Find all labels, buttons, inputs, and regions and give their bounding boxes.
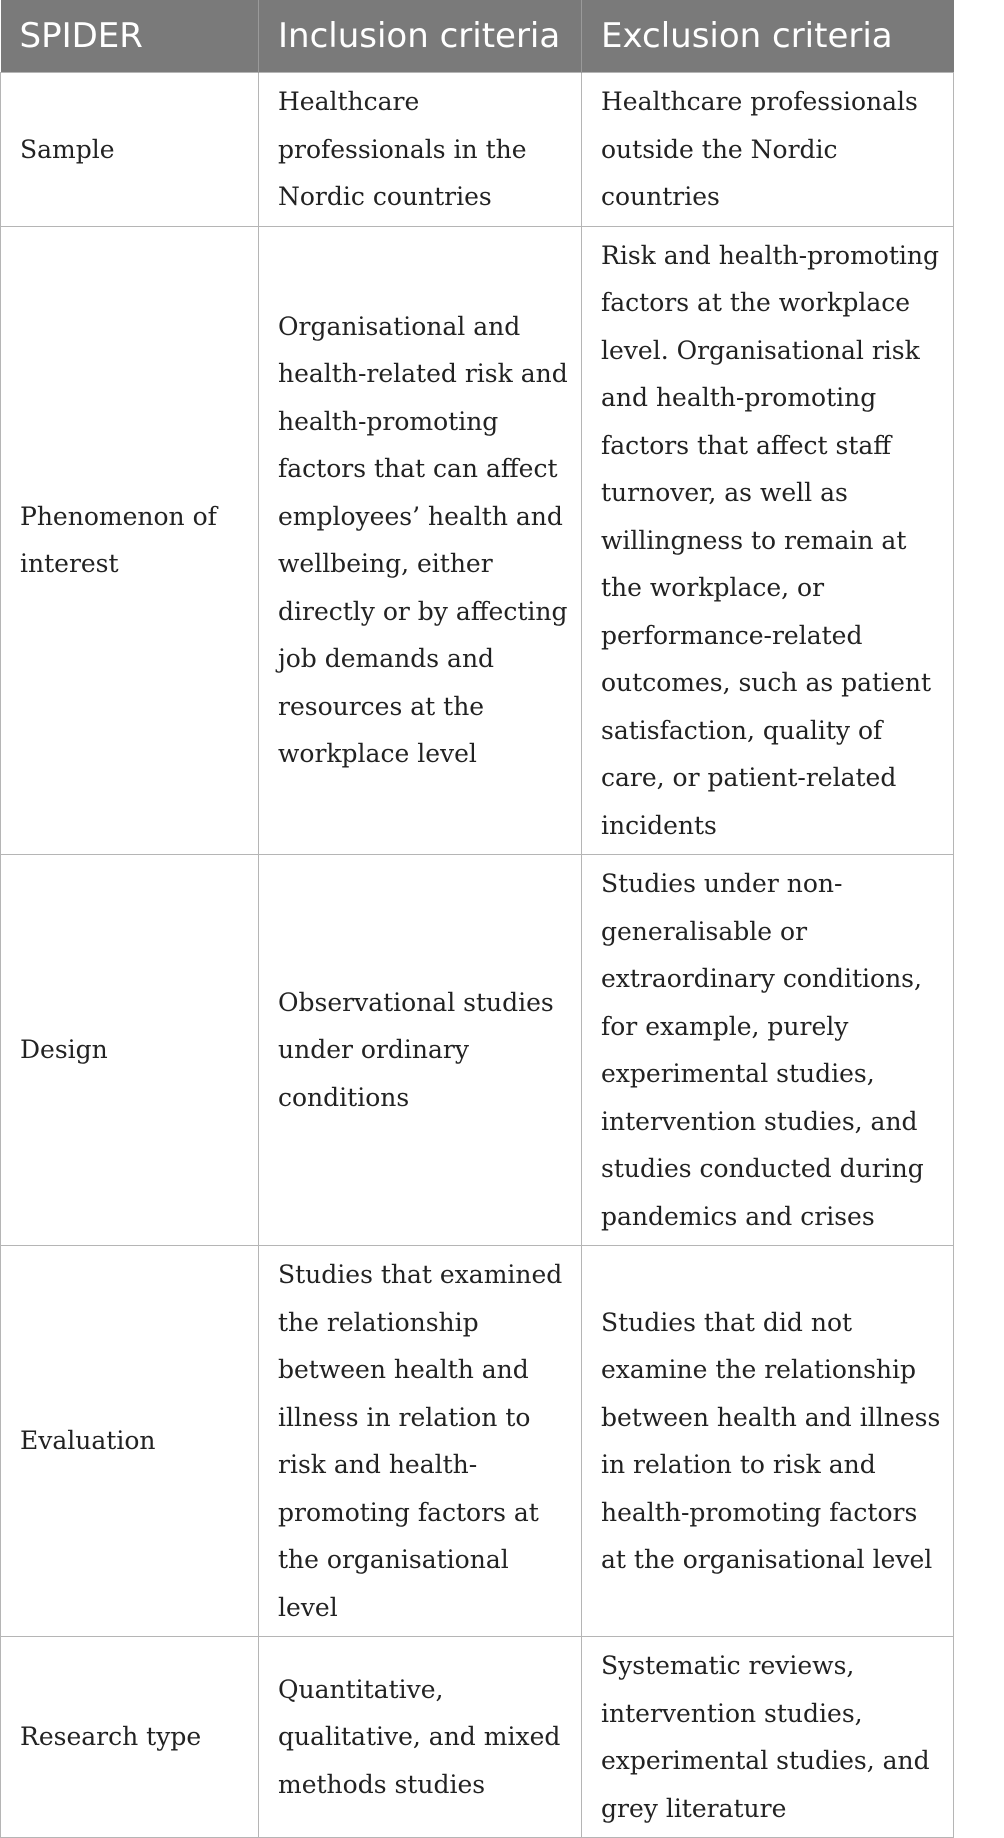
header-exclusion-criteria: Exclusion criteria <box>582 0 954 73</box>
exclusion-cell: Studies that did not examine the relationship between health and illness in relation to risk and health-promoting factors at the organisational level <box>582 1246 954 1637</box>
table-row-evaluation <box>1 1246 954 1637</box>
exclusion-cell: Risk and health-promoting factors at the workplace level. Organisational risk and health-promoting factors that affect staff turnover, as well as willingness to remain at the workplace, or performance-related outcomes, such as patient satisfaction, quality of care, or patient-related incidents <box>582 226 954 855</box>
row-label: Evaluation <box>1 1246 259 1637</box>
row-label: Sample <box>1 73 259 227</box>
inclusion-cell: Quantitative, qualitative, and mixed methods studies <box>259 1637 582 1838</box>
header-spider: SPIDER <box>1 0 259 73</box>
row-label: Phenomenon of interest <box>1 226 259 855</box>
inclusion-cell: Studies that examined the relationship between health and illness in relation to risk and health-promoting factors at the organisational level <box>259 1246 582 1637</box>
header-row <box>1 0 954 73</box>
exclusion-cell: Studies under non-generalisable or extraordinary conditions, for example, purely experimental studies, intervention studies, and studies conducted during pandemics and crises <box>582 855 954 1246</box>
row-label: Design <box>1 855 259 1246</box>
table-row-design <box>1 855 954 1246</box>
inclusion-cell: Observational studies under ordinary conditions <box>259 855 582 1246</box>
table-row-sample <box>1 73 954 227</box>
inclusion-cell: Healthcare professionals in the Nordic countries <box>259 73 582 227</box>
row-label: Research type <box>1 1637 259 1838</box>
table-row-research-type <box>1 1637 954 1838</box>
exclusion-cell: Systematic reviews, intervention studies, experimental studies, and grey literature <box>582 1637 954 1838</box>
table-header <box>1 0 954 73</box>
table-body <box>1 73 954 1838</box>
inclusion-cell: Organisational and health-related risk and health-promoting factors that can affect employees’ health and wellbeing, either directly or by affecting job demands and resources at the workplace level <box>259 226 582 855</box>
exclusion-cell: Healthcare professionals outside the Nordic countries <box>582 73 954 227</box>
table-row-phenomenon-of-interest <box>1 226 954 855</box>
header-inclusion-criteria: Inclusion criteria <box>259 0 582 73</box>
